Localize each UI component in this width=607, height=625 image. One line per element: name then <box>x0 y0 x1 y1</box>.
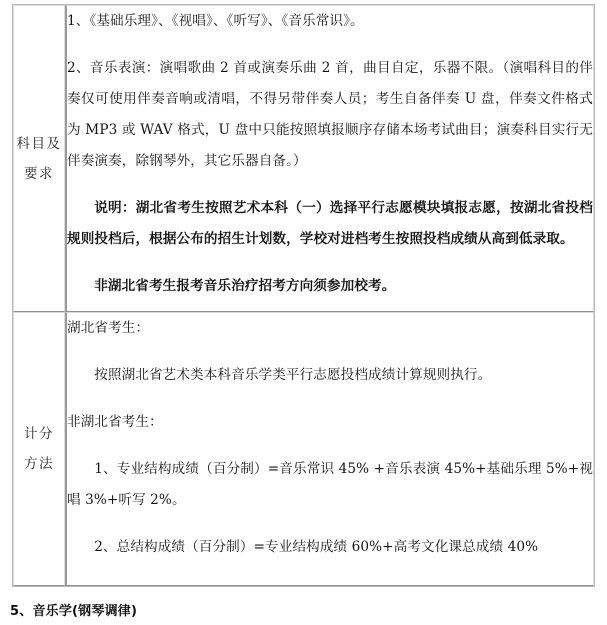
spacer <box>67 391 593 407</box>
scoring-hubei-rule: 按照湖北省艺术类本科音乐学类平行志愿投档成绩计算规则执行。 <box>94 367 492 383</box>
row-body-scoring-content <box>67 313 593 585</box>
row-label-scoring-line-1: 计分 <box>24 426 54 442</box>
table-row-scoring <box>13 312 594 586</box>
spacer <box>67 37 593 53</box>
spacer <box>67 344 593 360</box>
row-body-scoring <box>65 312 594 586</box>
scoring-nonhubei-heading: 非湖北省考生： <box>67 414 163 430</box>
subjects-nonprovince-paragraph: 非湖北省考生报考音乐治疗招考方向须参加校考。 <box>94 278 396 294</box>
row-label-subjects-line-1: 科目及 <box>16 135 62 152</box>
spacer <box>67 516 593 532</box>
spacer <box>67 563 593 585</box>
section-caption: 5、音乐学(钢琴调律) <box>10 604 138 619</box>
row-label-subjects-line-2: 要求 <box>24 165 54 182</box>
row-label-subjects-text <box>14 129 64 189</box>
scoring-hubei-heading: 湖北省考生： <box>67 320 150 336</box>
scoring-formula-1: 1、专业结构成绩（百分制）=音乐常识 45% +音乐表演 45%+基础乐理 5%+视唱 3%+听写 2%。 <box>67 461 593 508</box>
subjects-note-paragraph: 说明：湖北省考生按照艺术本科（一）选择平行志愿模块填报志愿，按湖北省投档规则投档后，根据公布的招生计划数，学校对进档考生按照投档成绩从高到低录取。 <box>67 200 593 247</box>
scoring-formula-2: 2、总结构成绩（百分制）=专业结构成绩 60%+高考文化课总成绩 40% <box>94 539 539 555</box>
spacer <box>67 302 593 311</box>
spacer <box>67 177 593 193</box>
subjects-paragraph-1: 1、《基础乐理》、《视唱》、《听写》、《音乐常识》。 <box>67 13 364 29</box>
subjects-and-scoring-table <box>12 4 595 587</box>
row-label-scoring <box>13 312 65 586</box>
spacer <box>67 438 593 454</box>
row-label-scoring-text <box>14 419 64 479</box>
row-body-subjects-content <box>67 6 593 311</box>
subjects-paragraph-2: 2、音乐表演：演唱歌曲 2 首或演奏乐曲 2 首，曲目自定，乐器不限。（演唱科目的伴奏仅可使用伴奏音响或清唱，不得另带伴奏人员；考生自备伴奏 U 盘，伴奏文件格式为 MP3 或 WAV 格式，U 盘中只能按照填报顺序存储本场考试曲目；演奏科目实行无伴奏演奏，除钢琴外，其它乐器自备。） <box>67 60 593 169</box>
row-label-scoring-line-2: 方法 <box>24 456 54 472</box>
row-label-subjects <box>13 5 65 312</box>
row-body-subjects <box>65 5 594 312</box>
spacer <box>67 255 593 271</box>
table-row-subjects <box>13 5 594 312</box>
